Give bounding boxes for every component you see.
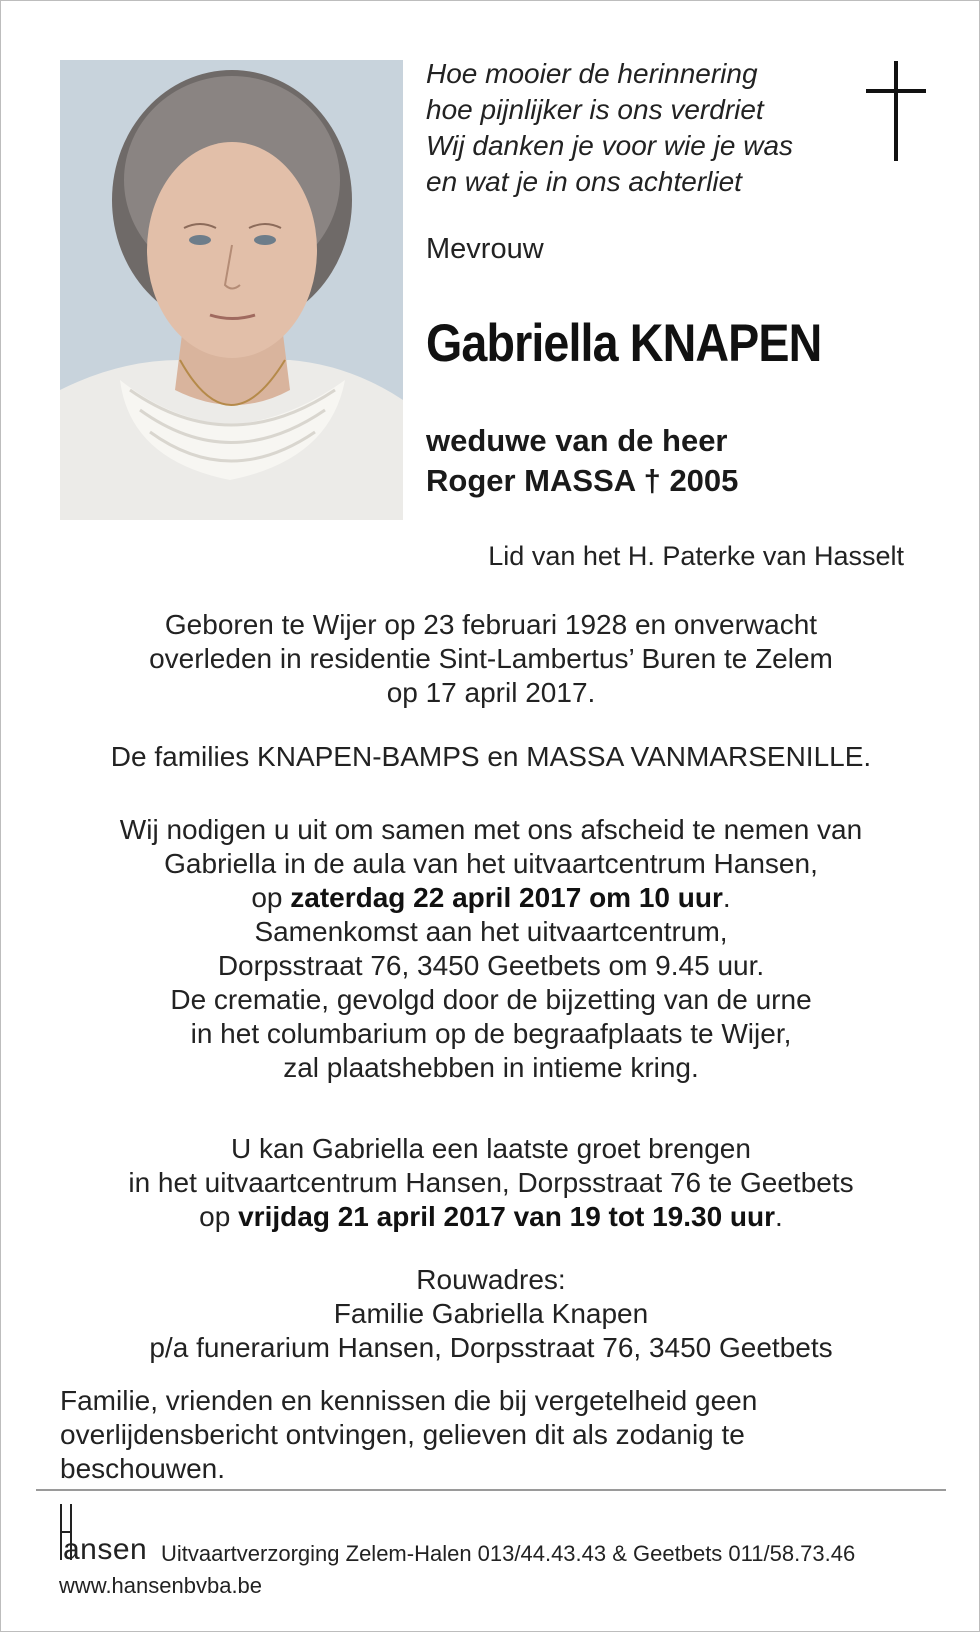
text-line: De crematie, gevolgd door de bijzetting van de urne: [170, 984, 812, 1015]
poem-line: hoe pijnlijker is ons verdriet: [426, 94, 764, 125]
text-line: Familie Gabriella Knapen: [333, 1298, 649, 1329]
spouse-info: [426, 421, 738, 501]
text-line: overlijdensbericht ontvingen, gelieven dit als zodanig te: [60, 1419, 745, 1450]
text-line: Gabriella in de aula van het uitvaartcentrum Hansen,: [164, 848, 818, 879]
text-line: in het uitvaartcentrum Hansen, Dorpsstraat 76 te Geetbets: [128, 1167, 854, 1198]
text-line: beschouwen.: [60, 1453, 226, 1484]
poem-line: Hoe mooier de herinnering: [426, 58, 758, 89]
text-line: in het columbarium op de begraafplaats te Wijer,: [190, 1018, 792, 1049]
visitation-datetime: vrijdag 21 april 2017 van 19 tot 19.30 uur: [238, 1201, 776, 1232]
visitation-info: [31, 1132, 951, 1234]
text-line: [31, 1200, 951, 1234]
text-fragment: .: [775, 1201, 783, 1232]
spouse-line: Roger MASSA † 2005: [426, 463, 739, 498]
families: [31, 740, 951, 774]
text-line: De families KNAPEN-BAMPS en MASSA VANMARSENILLE.: [110, 741, 872, 772]
text-line: Samenkomst aan het uitvaartcentrum,: [254, 916, 728, 947]
hansen-logo: [59, 1504, 149, 1564]
text-line: zal plaatshebben in intieme kring.: [283, 1052, 699, 1083]
cross-icon: [866, 61, 926, 161]
portrait-photo: [60, 60, 403, 520]
text-line: overleden in residentie Sint-Lambertus’ Buren te Zelem: [149, 643, 833, 674]
text-line: Familie, vrienden en kennissen die bij vergetelheid geen: [60, 1385, 758, 1416]
closing-note: [60, 1384, 860, 1486]
mourning-address: [31, 1263, 951, 1365]
text-line: [31, 881, 951, 915]
logo-wordmark: ansen: [63, 1533, 148, 1566]
poem-line: en wat je in ons achterliet: [426, 166, 742, 197]
text-line: Dorpsstraat 76, 3450 Geetbets om 9.45 uur.: [217, 950, 765, 981]
company-info: Uitvaartverzorging Zelem-Halen 013/44.43.43 & Geetbets 011/58.73.46: [161, 1541, 856, 1566]
membership: Lid van het H. Paterke van Hasselt: [488, 541, 904, 571]
website-link[interactable]: www.hansenbvba.be: [59, 1573, 263, 1598]
text-fragment: op: [199, 1201, 239, 1232]
spouse-line: weduwe van de heer: [426, 423, 728, 458]
birth-death-info: [31, 608, 951, 710]
text-line: op 17 april 2017.: [386, 677, 596, 708]
text-line: Geboren te Wijer op 23 februari 1928 en onverwacht: [164, 609, 818, 640]
address-label: Rouwadres:: [416, 1264, 566, 1295]
text-fragment: op: [251, 882, 291, 913]
deceased-name: Gabriella KNAPEN: [426, 314, 822, 373]
memorial-poem: [426, 56, 856, 200]
divider: [36, 1489, 946, 1491]
text-fragment: .: [722, 882, 731, 913]
poem-line: Wij danken je voor wie je was: [426, 130, 794, 161]
text-line: U kan Gabriella een laatste groet brengen: [231, 1133, 751, 1164]
honorific: Mevrouw: [426, 233, 544, 265]
text-line: p/a funerarium Hansen, Dorpsstraat 76, 3450 Geetbets: [149, 1332, 833, 1363]
ceremony-info: [31, 813, 951, 1085]
ceremony-datetime: zaterdag 22 april 2017 om 10 uur: [290, 882, 723, 913]
text-line: Wij nodigen u uit om samen met ons afscheid te nemen van: [119, 814, 863, 845]
